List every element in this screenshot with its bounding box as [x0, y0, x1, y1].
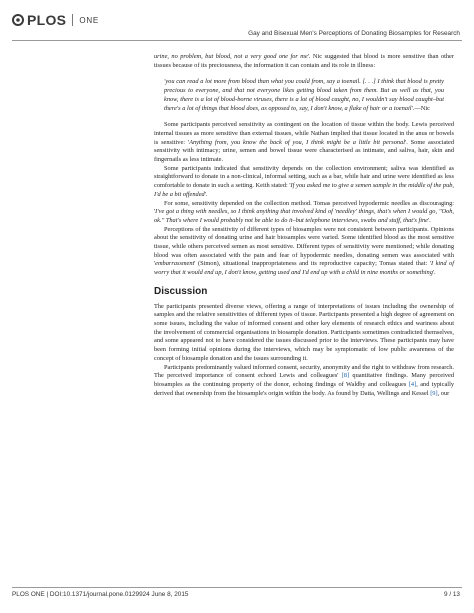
- paragraph-1: urine, no problem, but blood, not a very good one for me'. Nic suggested that blood is more sensitive than other tissues because of its preciousness, the information it can contain and its role in illness:: [154, 53, 454, 69]
- reference-link-4[interactable]: [4]: [408, 380, 417, 388]
- block-quote: [164, 78, 444, 113]
- paragraph-4: For some, sensitivity depended on the collection method. Tomas perceived hypodermic needles as discouraging: 'I've got a thing with needles, so I think anything that involved kind of 'needley' things, that's when I would go, "Ooh, ok." That's where I would probably not be able to do it–but telephone interviews, swabs and stuff, that's fine'.: [154, 199, 454, 224]
- paragraph-5: Perceptions of the sensitivity of different types of biosamples were not consistent between participants. Opinions about the sensitivity of donating urine and hair biosamples were varied. Some identified blood as the most sensitive tissue, while others perceived semen as most sensitive. Different types of sensitivity were mentioned; while donating blood was often associated with the pain and fear of hypodermic needles, donating semen was associated with 'embarrassment' (Simon), situational inappropriateness and its reproductive capacity; Tomas stated that: 'I kind of worry that it would end up, I don't know, getting used and I'd end up with a child in nine months or something'.: [154, 225, 454, 277]
- discussion-paragraph-1: The participants presented diverse views, offering a range of interpretations of issues including the ownership of samples and the relative sensitivities of different types of tissue. Participants presented a high degree of agreement on some issues, including the value of informed consent and other key elements of research ethics and wariness about the involvement of commercial organisations in biosample donation. Participants sometimes contradicted themselves, and some appeared not to have considered the issues discussed prior to the interviews. These participants may have been forming initial opinions during the interviews, which may be symptomatic of low public awareness of the concept of biosample donation and the issues surrounding it.: [154, 302, 454, 362]
- plos-one-logo: [12, 12, 99, 28]
- page-number: 9 / 13: [444, 591, 460, 598]
- block-quote-attribution: .—Nic: [412, 104, 430, 112]
- footer-citation: PLOS ONE | DOI:10.1371/journal.pone.0129924 June 8, 2015: [12, 591, 189, 598]
- quote-fragment: urine, no problem, but blood, not a very good one for me: [154, 53, 308, 60]
- page-header: [0, 0, 474, 44]
- plos-logo-icon: [12, 14, 24, 26]
- article-body: [154, 53, 454, 398]
- footer-divider: [12, 587, 462, 588]
- paragraph-2: Some participants perceived sensitivity as contingent on the location of tissue within the body. Lewis perceived internal tissues as more sensitive than external tissues, while Nathan implied that tissue located in the anus or bowels is sensitive: 'Anything from, you know the back of you, I think might be a little bit personal'. Some associated sensitivity with intimacy; urine, semen and bowel tissue were characterised as intimate, and saliva, hair, skin and fingernails as less intimate.: [154, 121, 455, 164]
- header-divider: [12, 40, 462, 41]
- logo-journal-name: ONE: [79, 15, 100, 25]
- reference-link-8[interactable]: [8]: [341, 372, 350, 380]
- paragraph-3: Some participants indicated that sensitivity depends on the collection environment; saliva was identified as straightforward to donate in a non-clinical, informal setting, such as a bar, while hair and urine were identified as less comfortable to donate in such a setting. Keith stated: 'If you asked me to give a semen sample in the middle of the pub, I'd be a bit offended'.: [154, 164, 455, 198]
- logo-text: PLOS: [27, 12, 67, 28]
- discussion-heading: Discussion: [154, 285, 208, 297]
- discussion-paragraph-2: Participants predominantly valued informed consent, security, anonymity and the right to withdraw from research. The perceived importance of consent echoed Lewis and colleagues' [8] quantitative findings. Many perceived biosamples as the continuing property of the donor, echoing findings of Waldby and colleagues [4], and typically derived that ownership from the biosample's origin within the body. As found by Datta, Wellings and Kessel [9], our: [154, 363, 455, 397]
- block-quote-text: 'you can read a lot more from blood than what you could from, say a toenail. [. . .] I think that blood is pretty precious to everyone, and that not everyone likes getting blood taken from them. But as well as that, you know, there is a lot of blood-borne viruses, there is a lot of blood caught, no, I wouldn't say blood caught–but there's a lot of things that blood does, as opposed to, say, I don't know, a flake of hair or a toenail': [164, 78, 444, 112]
- reference-link-9[interactable]: [9]: [430, 389, 438, 397]
- running-title: Gay and Bisexual Men's Perceptions of Donating Biosamples for Research: [248, 30, 460, 37]
- logo-divider: [72, 14, 73, 26]
